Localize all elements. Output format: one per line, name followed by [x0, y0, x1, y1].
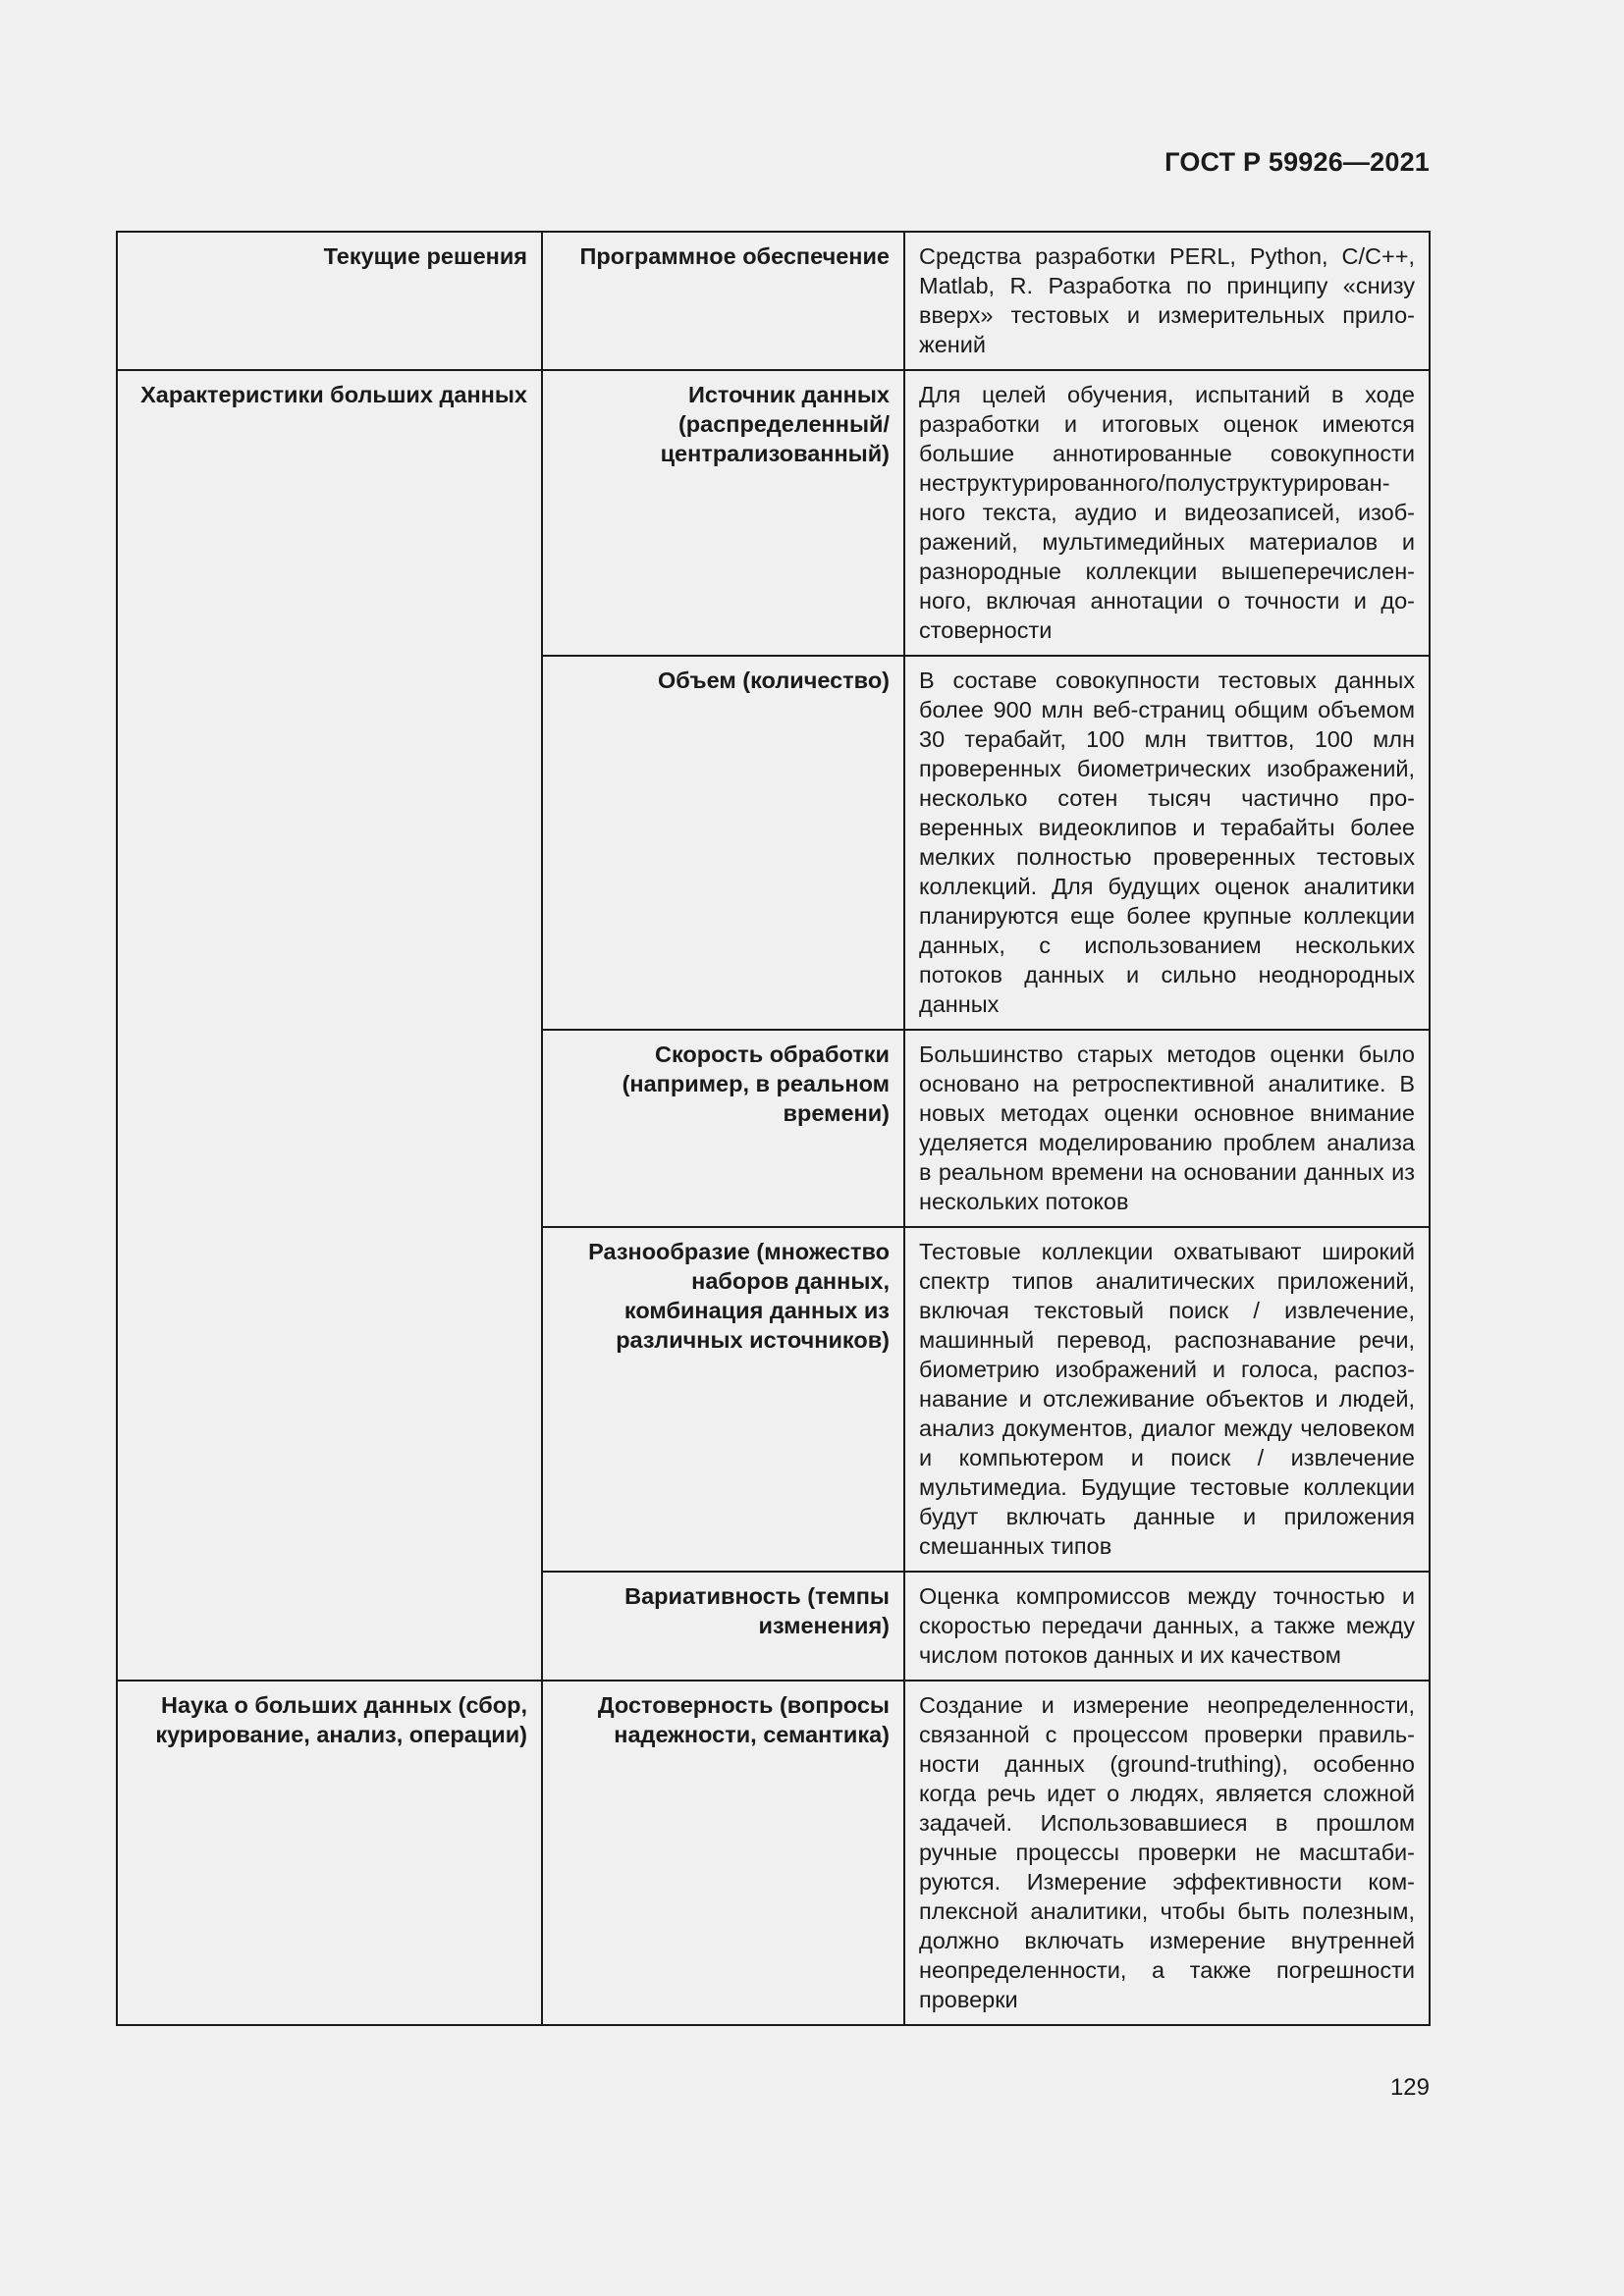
category-cell: Наука о больших данных (сбор, курирование, анализ, операции)	[117, 1681, 542, 2025]
table-row	[117, 232, 1430, 370]
aspect-cell: Источник данных (распределенный/ централизованный)	[542, 370, 904, 656]
description-cell: Тестовые коллекции охватывают широкий спектр типов аналитических приложений, включая текстовый поиск / извлечение, машинный перевод, распознавание речи, биометрию изображений и голоса, распознавание и отслеживание объектов и людей, анализ документов, диалог между человеком и компьютером и поиск / извлечение мультимедиа. Будущие тестовые коллекции будут включать данные и приложения смешанных типов	[904, 1227, 1430, 1572]
category-cell: Текущие решения	[117, 232, 542, 370]
description-cell: Оценка компромиссов между точностью и скоростью передачи данных, а также между числом потоков данных и их качеством	[904, 1572, 1430, 1681]
requirements-table	[116, 231, 1431, 2026]
category-cell: Характеристики больших данных	[117, 370, 542, 1681]
aspect-cell: Достоверность (вопросы надежности, семантика)	[542, 1681, 904, 2025]
table-row	[117, 370, 1430, 656]
aspect-cell: Программное обеспечение	[542, 232, 904, 370]
table-row	[117, 1681, 1430, 2025]
aspect-cell: Вариативность (темпы изменения)	[542, 1572, 904, 1681]
aspect-cell: Разнообразие (множество наборов данных, комбинация данных из различных источников)	[542, 1227, 904, 1572]
description-cell: Для целей обучения, испытаний в ходе разработки и итоговых оценок имеются большие аннотированные совокупности неструктурированного/полуструктурированного текста, аудио и видеозаписей, изображений, мультимедийных материалов и разнородные коллекции вышеперечисленного, включая аннотации о точности и достоверности	[904, 370, 1430, 656]
description-cell: В составе совокупности тестовых данных более 900 млн веб-страниц общим объемом 30 терабайт, 100 млн твиттов, 100 млн проверенных биометрических изображений, несколько сотен тысяч частично проверенных видеоклипов и терабайты более мелких полностью проверенных тестовых коллекций. Для будущих оценок аналитики планируются еще более крупные коллекции данных, с использованием нескольких потоков данных и сильно неоднородных данных	[904, 656, 1430, 1030]
description-cell: Создание и измерение неопределенности, связанной с процессом проверки правильности данных (ground-truthing), особенно когда речь идет о людях, является сложной задачей. Использовавшиеся в прошлом ручные процессы проверки не масштабируются. Измерение эффективности комплексной аналитики, чтобы быть полезным, должно включать измерение внутренней неопределенности, а также погрешности проверки	[904, 1681, 1430, 2025]
description-cell: Средства разработки PERL, Python, C/C++, Matlab, R. Разработка по принципу «снизу вверх» тестовых и измерительных приложений	[904, 232, 1430, 370]
document-code: ГОСТ Р 59926—2021	[1164, 147, 1430, 177]
page-number: 129	[1389, 2074, 1430, 2101]
aspect-cell: Скорость обработки (например, в реальном времени)	[542, 1030, 904, 1227]
description-cell: Большинство старых методов оценки было основано на ретроспективной аналитике. В новых методах оценки основное внимание уделяется моделированию проблем анализа в реальном времени на основании данных из нескольких потоков	[904, 1030, 1430, 1227]
aspect-cell: Объем (количество)	[542, 656, 904, 1030]
